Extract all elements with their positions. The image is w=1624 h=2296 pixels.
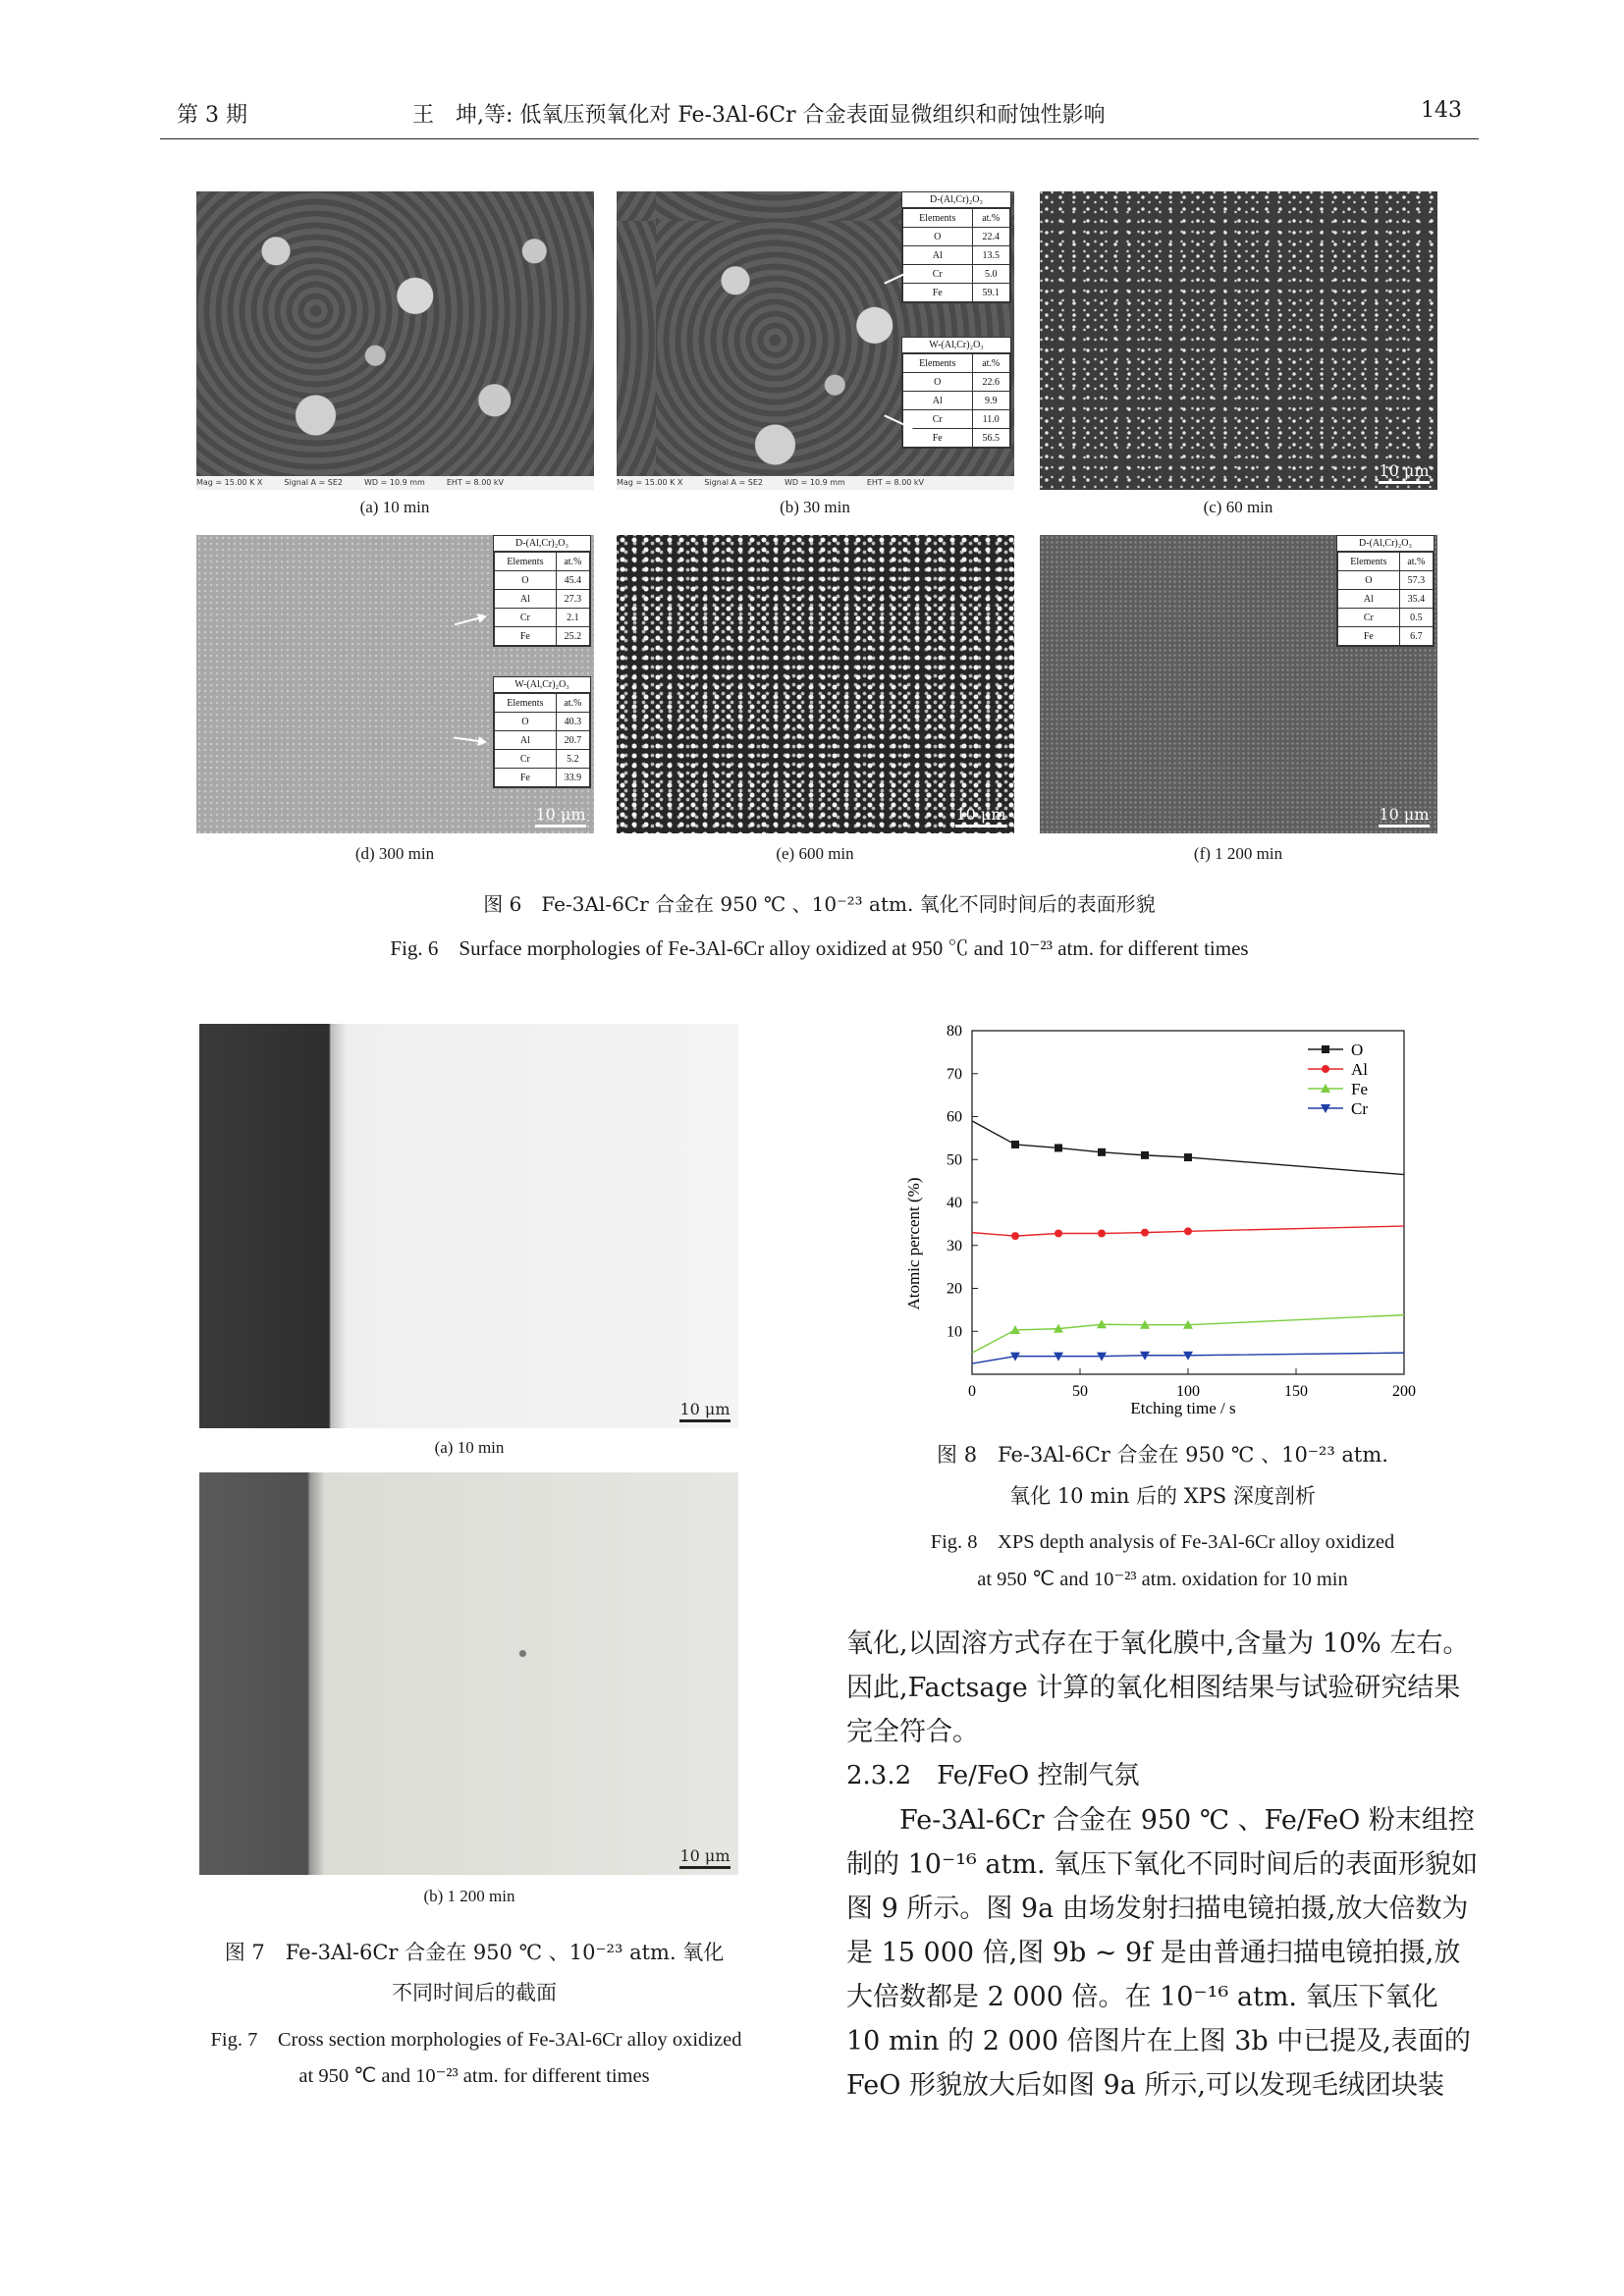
x-tick-label: 100	[1176, 1383, 1200, 1400]
paragraph: Fe-3Al-6Cr 合金在 950 ℃ 、Fe/FeO 粉末组控制的 10⁻¹⁶ atm. 氧压下氧化不同时间后的表面形貌如图 9 所示。图 9a 由场发射扫描电镜拍摄,放大倍数为是 15 000 倍,图 9b ~ 9f 是由普通扫描电镜拍摄,放大倍数都是 2 000 倍。在 10⁻¹⁶ atm. 氧压下氧化 10 min 的 2 000 倍图片在上图 3b 中已提及,表面的 FeO 形貌放大后如图 9a 所示,可以发现毛绒团块装	[846, 1805, 1479, 2101]
x-tick-label: 150	[1284, 1383, 1308, 1400]
panel-label-e: (e) 600 min	[776, 844, 854, 863]
sem-image-c	[1040, 191, 1437, 490]
y-tick-label: 60	[947, 1108, 962, 1126]
legend-marker-o	[1322, 1045, 1329, 1053]
sem-image-f	[1040, 535, 1437, 833]
paragraph: 氧化,以固溶方式存在于氧化膜中,含量为 10% 左右。因此,Factsage 计算的氧化相图结果与试验研究结果完全符合。	[846, 1629, 1470, 1747]
figure-8-caption-en-2: at 950 ℃ and 10⁻²³ atm. oxidation for 10 min	[977, 1569, 1348, 1590]
panel-label-d: (d) 300 min	[354, 844, 435, 863]
y-axis-label: Atomic percent (%)	[904, 1177, 923, 1310]
data-point-al	[1098, 1230, 1106, 1238]
header-rule	[160, 138, 1479, 139]
section-heading: 2.3.2 Fe/FeO 控制气氛	[846, 1761, 1140, 1790]
figure-6-caption-en: Fig. 6 Surface morphologies of Fe-3Al-6Cr alloy oxidized at 950 ℃ and 10⁻²³ atm. for different times	[390, 936, 1249, 960]
y-tick-label: 40	[947, 1195, 962, 1211]
scale-bar: 10 μm	[955, 805, 1006, 828]
legend-label-cr: Cr	[1351, 1099, 1368, 1118]
figure-7-caption-en-2: at 950 ℃ and 10⁻²³ atm. for different times	[298, 2065, 650, 2087]
cross-section-image-a	[199, 1024, 738, 1428]
data-point-al	[1141, 1229, 1149, 1237]
sem-image-e	[617, 535, 1014, 833]
y-tick-label: 10	[947, 1323, 962, 1341]
data-point-al	[1184, 1227, 1192, 1235]
xps-depth-chart	[884, 1016, 1434, 1418]
data-point-o	[1098, 1148, 1106, 1156]
data-point-al	[1055, 1230, 1062, 1238]
legend-label-al: Al	[1351, 1060, 1368, 1079]
panel-label-f: (f) 1 200 min	[1193, 844, 1283, 863]
element-table-f: D-(Al,Cr)₂O₃ Elements at.% O 57.3 Al 35.4 Cr 0.5 Fe 6.7	[1336, 535, 1435, 647]
data-point-o	[1055, 1144, 1062, 1151]
y-tick-label: 70	[947, 1065, 962, 1083]
legend-label-fe: Fe	[1351, 1080, 1368, 1098]
data-point-o	[1141, 1151, 1149, 1159]
body-text	[846, 1622, 1479, 2108]
figure-6-caption-cn: 图 6 Fe-3Al-6Cr 合金在 950 ℃ 、10⁻²³ atm. 氧化不同时间后的表面形貌	[483, 892, 1156, 916]
x-tick-label: 200	[1392, 1383, 1416, 1400]
data-point-o	[1184, 1153, 1192, 1161]
cross-section-image-b	[199, 1472, 738, 1875]
element-table-b-white: W-(Al,Cr)₂O₃ Elements at.% O 22.6 Al 9.9 Cr 11.0 Fe 56.5	[901, 337, 1011, 449]
element-table-d-white: W-(Al,Cr)₂O₃ Elements at.% O 40.3 Al 20.7 Cr 5.2 Fe 33.9	[493, 676, 591, 788]
element-table-d-dark: D-(Al,Cr)₂O₃ Elements at.% O 45.4 Al 27.3 Cr 2.1 Fe 25.2	[493, 535, 591, 647]
scale-bar: 10 μm	[1379, 805, 1430, 828]
x-tick-label: 50	[1072, 1383, 1088, 1400]
panel-label-c: (c) 60 min	[1203, 498, 1273, 516]
scale-bar: 10 μm	[679, 1400, 731, 1422]
figure-7-caption-cn-2: 不同时间后的截面	[392, 1981, 557, 2004]
panel-label-a: (a) 10 min	[359, 498, 430, 516]
panel-label-7b: (b) 1 200 min	[423, 1887, 515, 1905]
running-title: 王 坤,等: 低氧压预氧化对 Fe-3Al-6Cr 合金表面显微组织和耐蚀性影响	[412, 103, 1106, 128]
legend-label-o: O	[1351, 1041, 1364, 1059]
arrow-marker	[454, 737, 485, 743]
x-tick-label: 0	[968, 1383, 976, 1400]
data-point-al	[1011, 1232, 1019, 1240]
figure-8-caption-en-1: Fig. 8 XPS depth analysis of Fe-3Al-6Cr alloy oxidized	[930, 1531, 1395, 1553]
scale-bar: 10 μm	[1379, 461, 1430, 484]
x-axis-label: Etching time / s	[1130, 1399, 1236, 1417]
arrow-marker	[455, 615, 485, 625]
panel-label-7a: (a) 10 min	[434, 1438, 505, 1457]
y-tick-label: 30	[947, 1237, 962, 1255]
journal-issue: 第 3 期	[177, 103, 247, 128]
y-tick-label: 80	[947, 1023, 962, 1040]
figure-8-caption-cn-2: 氧化 10 min 后的 XPS 深度剖析	[1009, 1484, 1316, 1508]
figure-7-caption-en-1: Fig. 7 Cross section morphologies of Fe-3Al-6Cr alloy oxidized	[210, 2029, 742, 2051]
legend-marker-al	[1322, 1065, 1329, 1073]
sem-image-a	[196, 191, 594, 490]
sem-footer: Mag = 15.00 K X Signal A = SE2 WD = 10.9 mm EHT = 8.00 kV	[617, 476, 1014, 490]
sem-footer: Mag = 15.00 K X Signal A = SE2 WD = 10.9 mm EHT = 8.00 kV	[196, 476, 594, 490]
y-tick-label: 20	[947, 1280, 962, 1298]
y-tick-label: 50	[947, 1151, 962, 1169]
figure-8-caption-cn-1: 图 8 Fe-3Al-6Cr 合金在 950 ℃ 、10⁻²³ atm.	[937, 1443, 1388, 1467]
sem-image-d	[196, 535, 594, 833]
page-number: 143	[1421, 98, 1462, 123]
element-table-b-dark: D-(Al,Cr)₂O₃ Elements at.% O 22.4 Al 13.5 Cr 5.0 Fe 59.1	[901, 191, 1011, 303]
scale-bar: 10 μm	[535, 805, 586, 828]
figure-8-chart	[884, 1016, 1434, 1418]
scale-bar: 10 μm	[679, 1846, 731, 1869]
panel-label-b: (b) 30 min	[780, 498, 850, 516]
sem-image-b	[617, 191, 1014, 490]
data-point-o	[1011, 1141, 1019, 1148]
figure-7-caption-cn-1: 图 7 Fe-3Al-6Cr 合金在 950 ℃ 、10⁻²³ atm. 氧化	[224, 1941, 725, 1964]
series-line-o	[972, 1121, 1404, 1175]
